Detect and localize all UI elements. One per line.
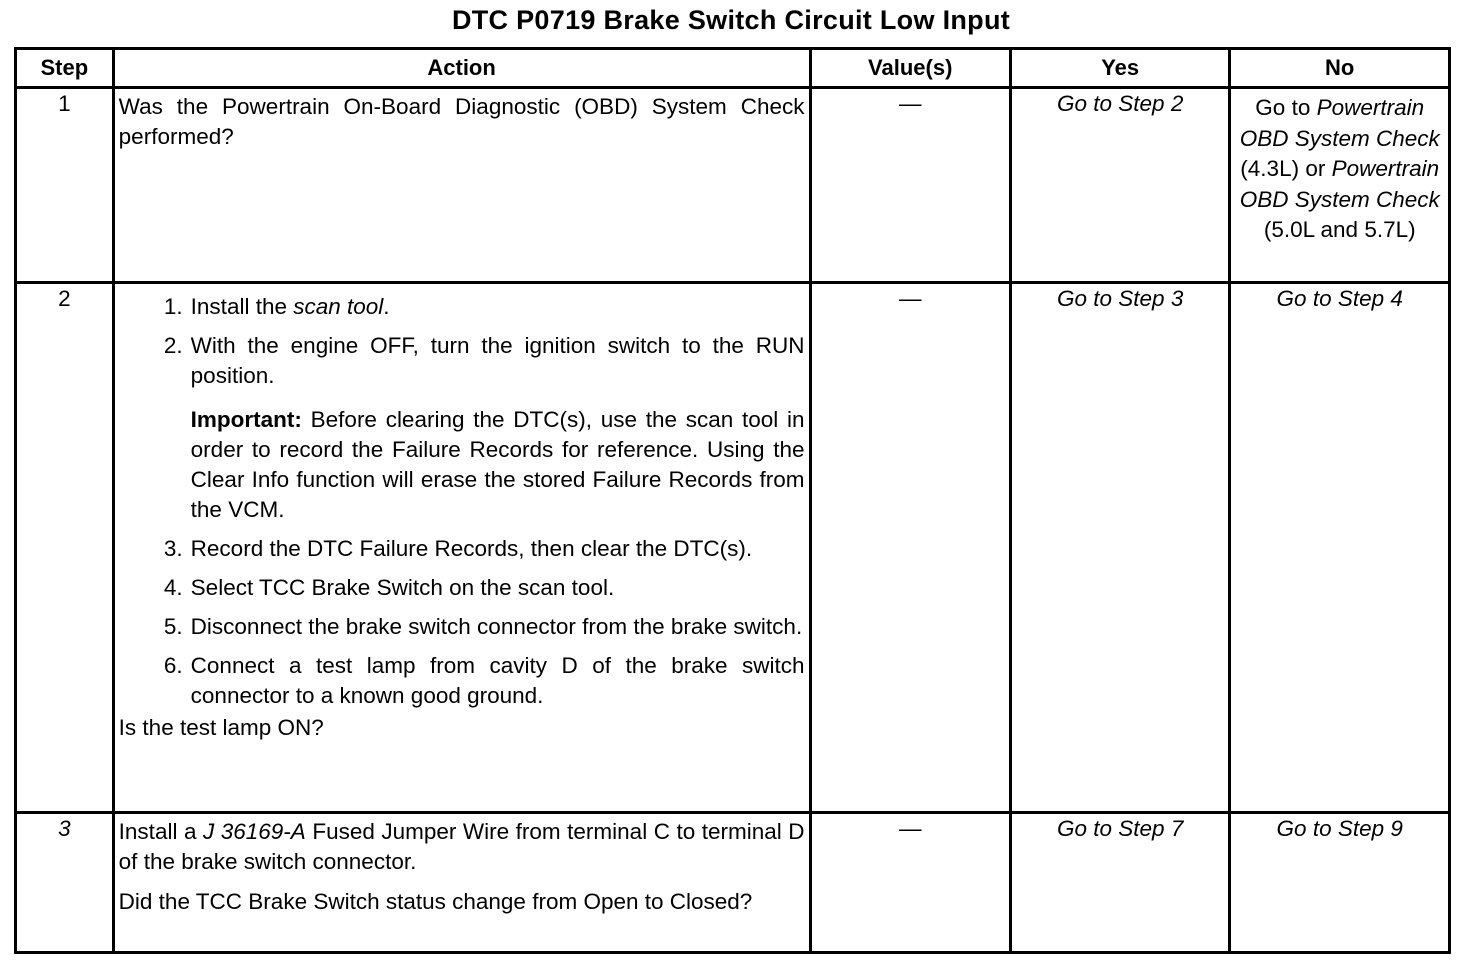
step-number: 1 [16, 88, 114, 283]
question-text: Did the TCC Brake Switch status change from Open to Closed? [118, 889, 753, 914]
header-step: Step [16, 49, 114, 88]
no-goto: Go to Step 4 [1276, 286, 1403, 311]
header-yes: Yes [1010, 49, 1230, 88]
table-row [16, 283, 1450, 813]
header-values: Value(s) [810, 49, 1010, 88]
no-cell [1230, 283, 1450, 813]
list-item: 5. Disconnect the brake switch connector from the brake switch. [163, 614, 803, 639]
question-text: Is the test lamp ON? [118, 715, 324, 740]
yes-goto: Go to Step 7 [1057, 816, 1184, 841]
no-text: Go to Powertrain OBD System Check (4.3L) or Powertrain OBD System Check (5.0L and 5.7L) [1239, 95, 1440, 242]
list-item: 2. With the engine OFF, turn the ignition switch to the RUN position. Important: Before clearing the DTC(s), use the scan tool in order to record the Failure Records for reference. Using the Clear Info function will erase the stored Failure Records from the VCM. [153, 331, 805, 525]
yes-cell [1010, 813, 1230, 953]
action-text: Was the Powertrain On-Board Diagnostic (OBD) System Check performed? [118, 94, 805, 149]
page-title: DTC P0719 Brake Switch Circuit Low Input [451, 5, 1011, 35]
header-no: No [1230, 49, 1450, 88]
list-item: 6. Connect a test lamp from cavity D of the brake switch connector to a known good ground. [163, 653, 805, 708]
important-note: Important: Before clearing the DTC(s), use the scan tool in order to record the Failure Records for reference. Using the Clear Info function will erase the stored Failure Records from the VCM. [190, 407, 805, 522]
header-action: Action [113, 49, 810, 88]
yes-goto: Go to Step 3 [1057, 286, 1184, 311]
action-step-list [119, 292, 805, 711]
step-number: 3 [16, 813, 114, 953]
yes-cell [1010, 283, 1230, 813]
table-header-row [16, 49, 1450, 88]
list-item: 3. Record the DTC Failure Records, then clear the DTC(s). [163, 536, 753, 561]
list-item: 4. Select TCC Brake Switch on the scan tool. [163, 575, 615, 600]
table-row [16, 88, 1450, 283]
action-cell [113, 283, 810, 813]
no-cell [1230, 813, 1450, 953]
step-number: 2 [16, 283, 114, 813]
no-cell [1230, 88, 1450, 283]
yes-goto: Go to Step 2 [1057, 91, 1184, 116]
action-cell [113, 88, 810, 283]
list-item: 1. Install the scan tool. [163, 294, 390, 319]
value-cell: — [810, 813, 1010, 953]
value-cell: — [810, 283, 1010, 813]
value-cell: — [810, 88, 1010, 283]
action-text: Install a J 36169-A Fused Jumper Wire from terminal C to terminal D of the brake switch connector. [118, 819, 805, 874]
no-goto: Go to Step 9 [1276, 816, 1403, 841]
action-cell [113, 813, 810, 953]
yes-cell [1010, 88, 1230, 283]
diagnostic-table [14, 47, 1451, 954]
table-row [16, 813, 1450, 953]
